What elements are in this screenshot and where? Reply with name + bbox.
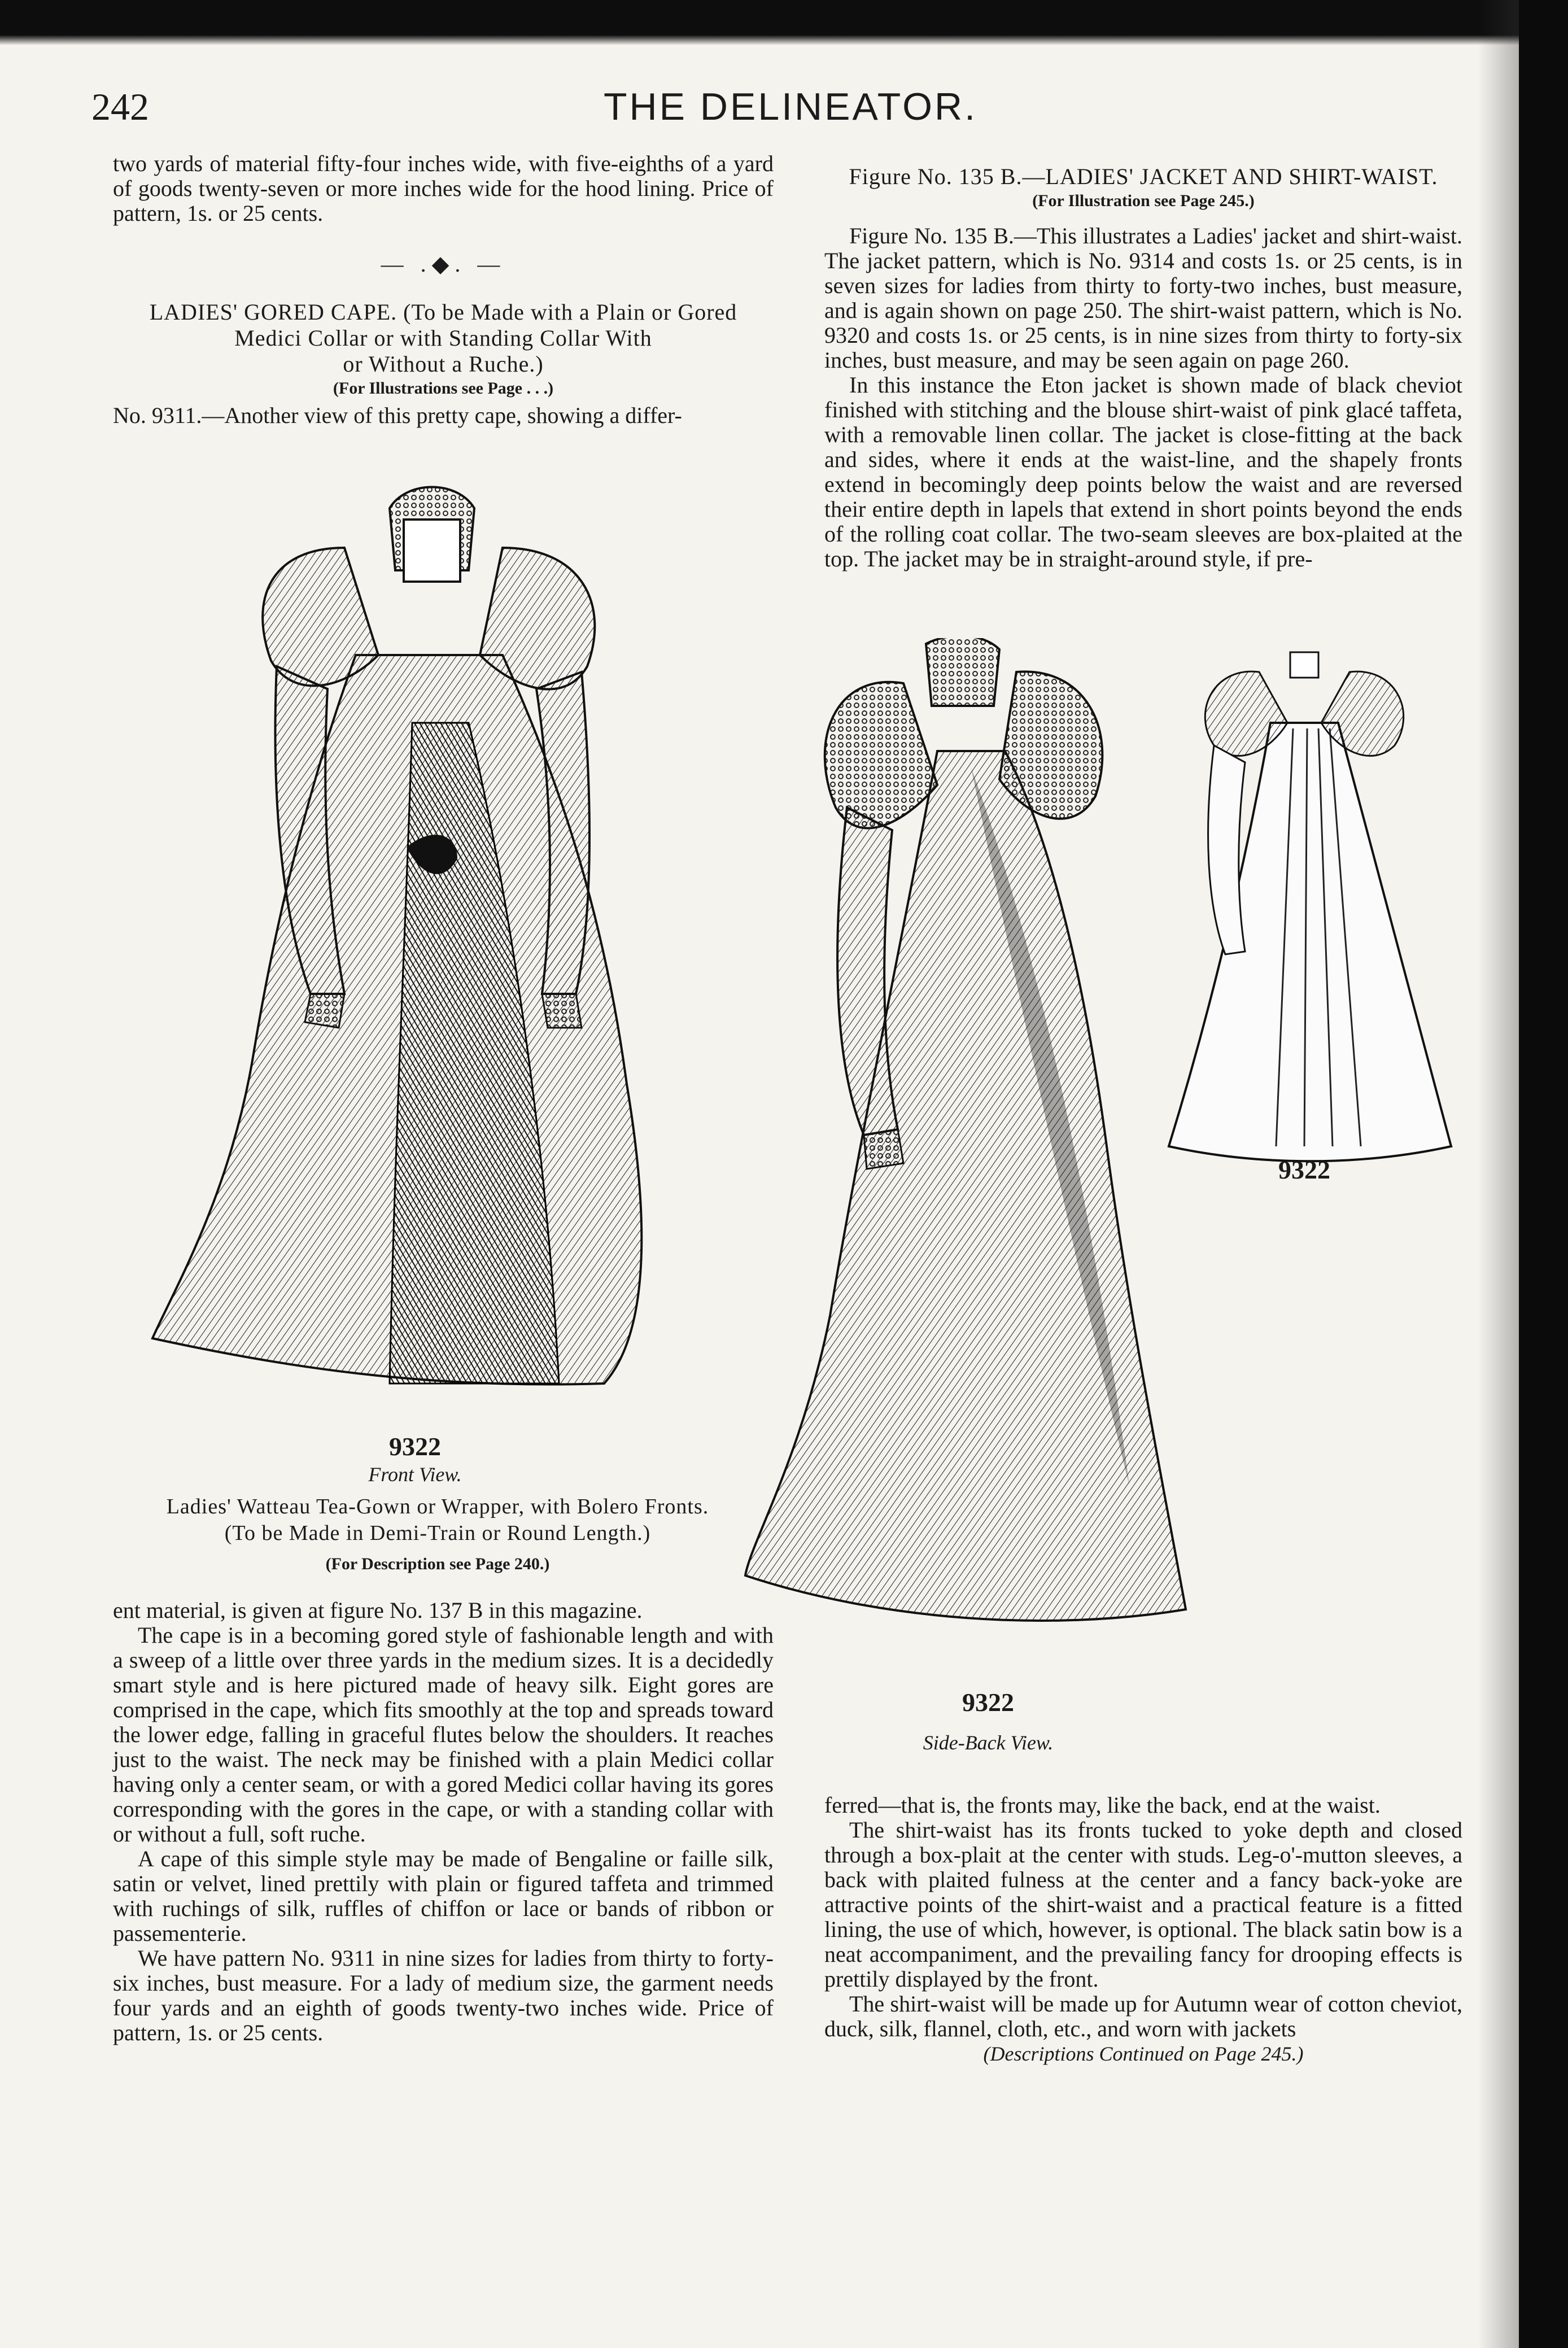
tea-gown-caption-line1: Ladies' Watteau Tea-Gown or Wrapper, with Bolero Fronts. xyxy=(166,1495,709,1518)
cape-intro: No. 9311.—Another view of this pretty cape, showing a differ- xyxy=(113,403,682,428)
right-bottom-column xyxy=(824,1793,1462,2066)
cape-paragraph-1: The cape is in a becoming gored style of fashionable length and with a sweep of a little over three yards in the medium sizes. It is a decidedly smart style and is here pictured made of heavy silk. Eight gores are comprised in the cape, which fits smoothly at the top and spreads toward the lower edge, falling in graceful flutes below the shoulders. It reaches just to the waist. The neck may be finished with a plain Medici collar having only a center seam, or with a gored Medici collar having its gores corresponding with the gores in the cape, or with a standing collar with or without a full, soft ruche. xyxy=(113,1622,774,1847)
scan-border-top-edge xyxy=(0,35,1568,45)
left-top-column xyxy=(113,151,774,428)
cape-heading-line1: LADIES' GORED CAPE. (To be Made with a Plain or Gored xyxy=(149,299,737,325)
running-title: THE DELINEATOR. xyxy=(603,85,978,128)
cape-illustration-note: (For Illustrations see Page . . .) xyxy=(333,379,554,398)
shirt-waist-paragraph-1: The shirt-waist has its fronts tucked to yoke depth and closed through a box-plait at the center with studs. Leg-o'-mutton sleeves, a back with plaited fulness at the center and a fancy back-yoke are attractive points of the shirt-waist and a practical feature is a fitted lining, the use of which, however, is optional. The black satin bow is a neat accompaniment, and the prevailing fancy for drooping effects is prettily displayed by the front. xyxy=(824,1817,1462,1992)
side-back-view-illustration xyxy=(734,638,1197,1643)
cape-paragraph-3: We have pattern No. 9311 in nine sizes for ladies from thirty to forty-six inches, bust measure. For a lady of medium size, the garment needs four yards and an eighth of goods twenty-two inches wide. Price of pattern, 1s. or 25 cents. xyxy=(113,1945,774,2045)
front-plate-number: 9322 xyxy=(389,1432,441,1461)
shirt-waist-paragraph-2: The shirt-waist will be made up for Autumn wear of cotton cheviot, duck, silk, flannel, cloth, etc., and worn with jackets xyxy=(824,1991,1462,2041)
jacket-text-continued: ferred—that is, the fronts may, like the back, end at the waist. xyxy=(824,1792,1381,1818)
jacket-paragraph-2: In this instance the Eton jacket is shown made of black cheviot finished with stitching and the blouse shirt-waist of pink glacé taffeta, with a removable linen collar. The jacket is close-fitting at the back and sides, where it ends at the waist-line, and the shapely fronts extend in becomingly deep points below the waist and are reversed their entire depth in lapels that extend in short points beyond the ends of the rolling coat collar. The two-seam sleeves are box-plaited at the top. The jacket may be in straight-around style, if pre- xyxy=(824,372,1462,571)
scan-shadow-right xyxy=(1478,0,1519,2348)
side-back-view-label: Side-Back View. xyxy=(923,1731,1054,1754)
scan-border-top xyxy=(0,0,1568,35)
cape-heading-line2: Medici Collar or with Standing Collar With xyxy=(234,325,652,351)
right-top-column xyxy=(824,164,1462,571)
continued-note: (Descriptions Continued on Page 245.) xyxy=(983,2043,1304,2065)
scan-border-right xyxy=(1519,0,1568,2348)
figure-heading: Figure No. 135 B.—LADIES' JACKET AND SHIRT-WAIST. xyxy=(849,164,1438,189)
front-view-illustration xyxy=(141,486,734,1423)
jacket-paragraph-1: Figure No. 135 B.—This illustrates a Ladies' jacket and shirt-waist. The jacket pattern, which is No. 9314 and costs 1s. or 25 cents, is in seven sizes for ladies from thirty to forty-two inches, bust measure, and is again shown on page 250. The shirt-waist pattern, which is No. 9320 and costs 1s. or 25 cents, is in nine sizes from thirty to forty-six inches, bust measure, and may be seen again on page 260. xyxy=(824,223,1462,373)
section-ornament: — .◆. — xyxy=(381,251,506,277)
tea-gown-caption-note: (For Description see Page 240.) xyxy=(325,1555,550,1573)
left-bottom-column xyxy=(113,1598,774,2045)
side-back-plate-number: 9322 xyxy=(962,1688,1014,1717)
back-view-illustration xyxy=(1146,649,1462,1169)
tea-gown-caption-line2: (To be Made in Demi-Train or Round Length.) xyxy=(224,1521,651,1545)
continued-text: two yards of material fifty-four inches wide, with five-eighths of a yard of goods twenty-seven or more inches wide for the hood lining. Price of pattern, 1s. or 25 cents. xyxy=(113,151,774,226)
back-plate-number: 9322 xyxy=(1278,1155,1330,1184)
cape-paragraph-2: A cape of this simple style may be made of Bengaline or faille silk, satin or velvet, lined prettily with plain or figured taffeta and trimmed with ruchings of silk, ruffles of chiffon or lace or bands of ribbon or passementerie. xyxy=(113,1846,774,1946)
figure-illustration-note: (For Illustration see Page 245.) xyxy=(1032,191,1255,210)
front-view-label: Front View. xyxy=(368,1463,462,1486)
cape-text-continued: ent material, is given at figure No. 137 B in this magazine. xyxy=(113,1598,643,1623)
page-number: 242 xyxy=(91,85,149,128)
cape-heading-line3: or Without a Ruche.) xyxy=(343,351,544,377)
